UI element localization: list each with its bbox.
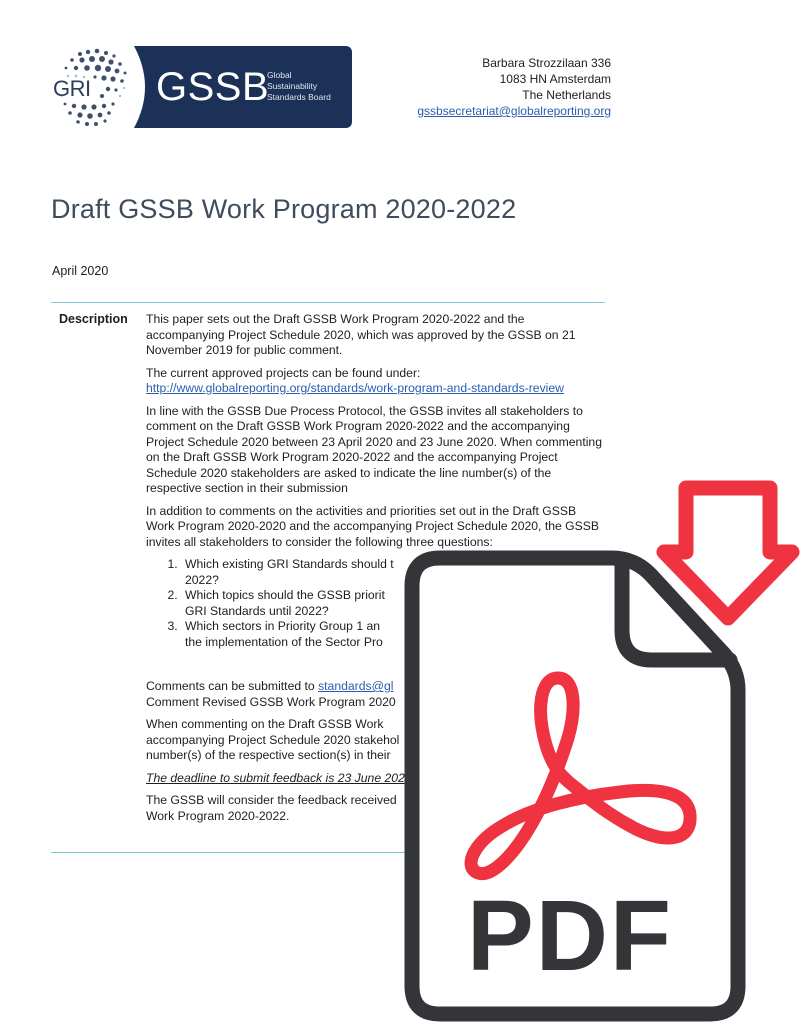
pdf-label: PDF bbox=[467, 880, 673, 992]
description-questions-intro: In addition to comments on the activities and priorities set out in the Draft GSSB Work Program 2020-2020 and the accompanying Project Schedule 2020, the GSSB invites all stakeholders to consider the following three questions: bbox=[146, 503, 600, 549]
document-title: Draft GSSB Work Program 2020-2022 bbox=[51, 194, 517, 224]
gssb-subtitle: Global Sustainability Standards Board bbox=[267, 70, 331, 102]
gri-wordmark: GRI bbox=[53, 76, 91, 101]
description-due-process: In line with the GSSB Due Process Protocol, the GSSB invites all stakeholders to comment on the Draft GSSB Work Program 2020-2022 and the accompanying Project Schedule 2020 between 23 April 2020 and 23 June 2020. When commenting on the Draft GSSB Work Program 2020-2022 and the accompanying Project Schedule 2020 stakeholders are asked to indicate the line number(s) of the respective section in their submission bbox=[146, 403, 602, 495]
question-item: 2. Which topics should the GSSB priorit GRI Standards until 2022? bbox=[181, 588, 604, 619]
deadline-notice: The deadline to submit feedback is 23 June 2020 bbox=[146, 770, 412, 785]
work-program-link[interactable]: http://www.globalreporting.org/standards/work-program-and-standards-review bbox=[146, 381, 564, 395]
description-approved-projects: The current approved projects can be found under: http://www.globalreporting.org/standards/work-program-and-standards-review bbox=[146, 365, 564, 395]
address-street: Barbara Strozzilaan 336 bbox=[482, 56, 611, 70]
divider-top bbox=[51, 302, 605, 303]
document-date: April 2020 bbox=[52, 264, 109, 278]
description-line-numbers: When commenting on the Draft GSSB Work accompanying Project Schedule 2020 stakehol number(s) of the respective section(s) in their bbox=[146, 717, 400, 762]
description-intro: This paper sets out the Draft GSSB Work Program 2020-2022 and the accompanying Project Schedule 2020, which was approved by the GSSB on 21 November 2019 for public comment. bbox=[146, 312, 576, 357]
pdf-download-icon bbox=[400, 470, 803, 1024]
gssb-wordmark: GSSB bbox=[156, 65, 270, 109]
secretariat-email-link[interactable]: gssbsecretariat@globalreporting.org bbox=[417, 104, 611, 118]
description-label: Description bbox=[59, 312, 128, 326]
description-submit: Comments can be submitted to standards@gl Comment Revised GSSB Work Program 2020 bbox=[146, 679, 396, 709]
postal-address bbox=[417, 55, 611, 119]
question-item: 3. Which sectors in Priority Group 1 an the implementation of the Sector Pro bbox=[181, 619, 604, 650]
download-arrow-icon bbox=[664, 488, 792, 618]
pdf-download-button[interactable] bbox=[400, 470, 803, 1024]
question-item: 1. Which existing GRI Standards should t 2022? bbox=[181, 557, 604, 588]
gssb-logo bbox=[50, 46, 352, 128]
description-feedback: The GSSB will consider the feedback received Work Program 2020-2022. bbox=[146, 793, 397, 823]
standards-email-link[interactable]: standards@gl bbox=[318, 679, 394, 693]
address-city: 1083 HN Amsterdam bbox=[499, 72, 611, 86]
address-country: The Netherlands bbox=[522, 88, 611, 102]
